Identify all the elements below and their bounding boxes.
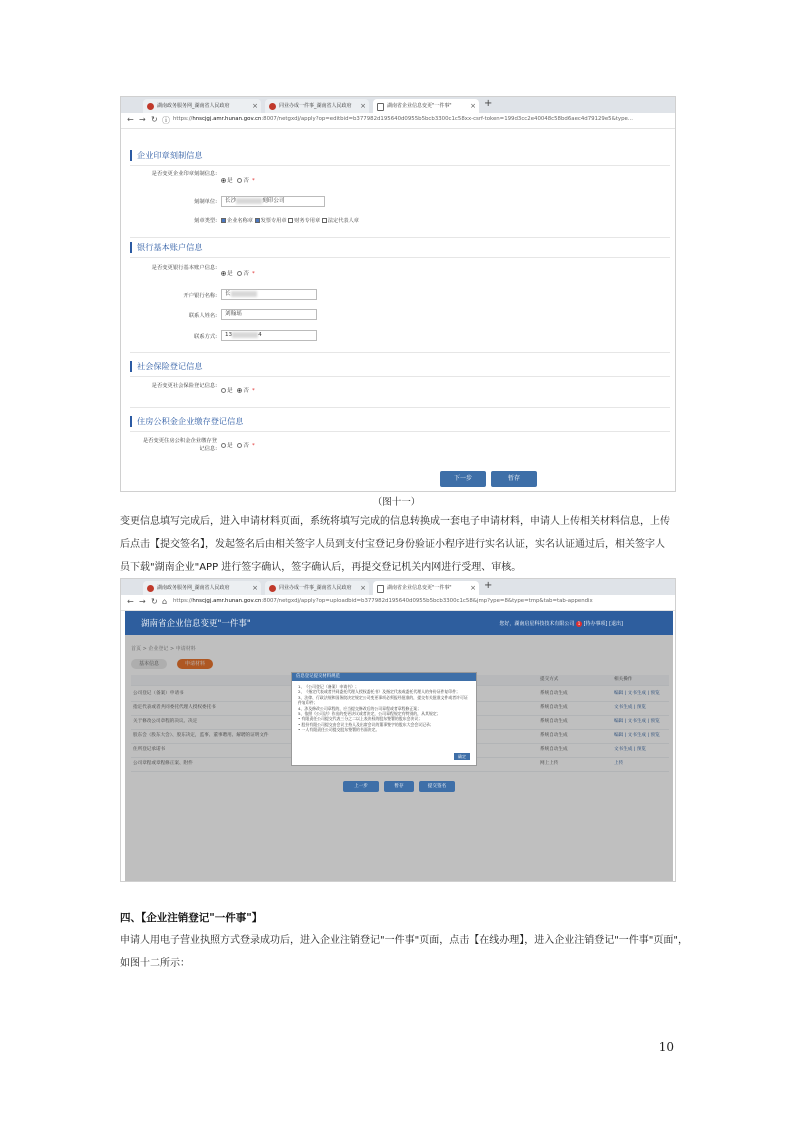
- input-value: 刻印公司: [262, 198, 285, 204]
- forward-icon[interactable]: →: [139, 115, 146, 124]
- field-label: 联系方式:: [194, 334, 217, 340]
- material-name: 指定代表或者共同委托代理人授权委托书: [133, 705, 216, 710]
- tab-label: 同业办成一件事_湖南省人民政府: [279, 585, 352, 591]
- forward-icon[interactable]: →: [139, 597, 146, 606]
- url-field[interactable]: https://hnscjgj.amr.hunan.gov.cn:8007/netgxdj/apply?op=uploadbid=b377982d195640d0955b5bcb3300c1c58&jmp?ype=8&type=tmp&tab=tab-appendix: [173, 598, 593, 604]
- dialog-line: 1、《公司登记（备案）申请书》；: [298, 684, 359, 689]
- divider: [130, 237, 670, 238]
- close-icon[interactable]: ×: [252, 102, 258, 110]
- field-label: 联系人姓名:: [188, 313, 217, 319]
- divider: [130, 407, 670, 408]
- step-basic-info[interactable]: 基本信息: [131, 659, 167, 669]
- field-label: 刻章类型:: [194, 218, 217, 224]
- document-icon: [377, 103, 384, 111]
- browser-tab[interactable]: [143, 581, 261, 595]
- contact-name-input[interactable]: [221, 309, 317, 320]
- site-favicon-icon: [147, 103, 154, 110]
- save-draft-button[interactable]: 暂存: [384, 781, 414, 792]
- dialog-line: 3、法律、行政法规和国务院决定规定公司变更事项必须报经批准的，提交有关批准文件或者许可证件复印件；: [298, 694, 468, 706]
- field-label: 是否变更社会保险登记信息:: [151, 383, 217, 389]
- section-title-seal: 企业印章刻制信息: [137, 150, 203, 160]
- tab-label: 湖南政务服务网_湖南省人民政府: [157, 103, 230, 109]
- material-name: 关于修改公司章程的决议、决定: [133, 719, 198, 724]
- info-icon[interactable]: ⓘ: [162, 116, 170, 125]
- text-line: 申请人用电子营业执照方式登录成功后，进入企业注销登记"一件事"页面，点击【在线办理】，进入企业注销登记"一件事"页面"，: [120, 935, 688, 946]
- material-name: 公司登记（备案）申请书: [133, 691, 184, 696]
- close-icon[interactable]: ×: [360, 102, 366, 110]
- text-line: 后点击【提交签名】，发起签名后由相关签字人员到支付宝登记身份验证小程序进行实名认证，实名认证通过后，相关签字人: [120, 539, 665, 550]
- radio-yes[interactable]: [221, 271, 226, 276]
- back-icon[interactable]: ←: [127, 597, 134, 606]
- dialog-body: [292, 681, 476, 733]
- section-marker: [130, 150, 132, 161]
- browser-tab-active[interactable]: [373, 581, 479, 595]
- dialog-ok-button[interactable]: 确定: [454, 753, 470, 760]
- radio-no[interactable]: [237, 271, 242, 276]
- browser-tab-bar: [121, 579, 675, 595]
- submit-signature-button[interactable]: 提交签名: [419, 781, 455, 792]
- checkbox[interactable]: [322, 218, 327, 223]
- checkbox[interactable]: [221, 218, 226, 223]
- save-draft-button[interactable]: 暂存: [491, 471, 537, 487]
- browser-tab[interactable]: [143, 99, 261, 113]
- checkbox-label: 法定代表人章: [327, 218, 359, 224]
- checkbox-label: 财务专用章: [294, 218, 321, 224]
- section-title-bank: 银行基本账户信息: [137, 242, 203, 252]
- row-actions[interactable]: 编辑 | 文书生成 | 预览: [614, 719, 660, 724]
- field-label: 是否变更企业印章刻制信息:: [151, 171, 217, 177]
- bank-change-radio-group: [221, 269, 255, 277]
- todo-link[interactable]: [待办事项]: [583, 621, 608, 627]
- row-actions[interactable]: 文书生成 | 预览: [614, 747, 647, 752]
- divider: [130, 257, 670, 258]
- phone-input[interactable]: [221, 330, 317, 341]
- site-header: [125, 611, 673, 635]
- address-bar: [121, 113, 675, 129]
- radio-no[interactable]: [237, 388, 242, 393]
- divider: [130, 431, 670, 432]
- browser-tab[interactable]: [265, 581, 369, 595]
- radio-label: 否: [243, 443, 249, 449]
- browser-tab[interactable]: [265, 99, 369, 113]
- close-icon[interactable]: ×: [252, 584, 258, 592]
- row-actions[interactable]: 编辑 | 文书生成 | 预览: [614, 733, 660, 738]
- submit-method: 系统自动生成: [540, 733, 568, 738]
- radio-yes[interactable]: [221, 178, 226, 183]
- radio-label: 否: [243, 388, 249, 394]
- section-marker: [130, 361, 132, 372]
- site-favicon-icon: [147, 585, 154, 592]
- logout-link[interactable]: [退出]: [609, 621, 623, 627]
- redacted-text: [232, 332, 258, 338]
- checkbox[interactable]: [288, 218, 293, 223]
- submit-method: 系统自动生成: [540, 691, 568, 696]
- dialog-line: 2、《指定代表或者共同委托代理人授权委托书》及指定代表或委托代理人的身份证件复印件；: [298, 689, 460, 695]
- section-title-social: 社会保险登记信息: [137, 361, 203, 371]
- input-value: 长沙: [225, 198, 237, 204]
- checkbox[interactable]: [255, 218, 260, 223]
- dialog-line: • 有限责任公司提交代表三分之二以上表决权的股东签署的股东会决议；: [298, 716, 423, 722]
- tab-label: 湖南省企业信息变更"一件事": [387, 103, 452, 109]
- redacted-text: [231, 291, 257, 297]
- close-icon[interactable]: ×: [360, 584, 366, 592]
- redacted-text: [236, 198, 262, 204]
- url-field[interactable]: https://hnscjgj.amr.hunan.gov.cn:8007/netgxdj/apply?op=editbid=b377982d195640d0955b5bcb3300c1c58xx-csrf-token=199d3cc2e40048c58bd6aec4d79129e5&type...: [173, 116, 633, 122]
- input-value: 4: [258, 332, 262, 338]
- submit-method: 网上上传: [540, 761, 559, 766]
- column-header: 提交方式: [540, 677, 559, 682]
- checkbox-label: 企业名称章: [227, 218, 253, 224]
- fund-change-radio-group: [221, 441, 255, 449]
- dialog-line: 4、涉及修改公司章程的，应当提交修改后的公司章程或者章程修正案；: [298, 705, 422, 711]
- input-value: 长: [225, 291, 231, 297]
- site-title: 湖南省企业信息变更"一件事": [141, 619, 251, 629]
- browser-tab-bar: [121, 97, 675, 113]
- radio-label: 否: [243, 271, 249, 277]
- section-heading: 四、【企业注销登记"一件事"】: [120, 912, 263, 924]
- site-favicon-icon: [269, 585, 276, 592]
- section-marker: [130, 416, 132, 427]
- field-label: 是否变更住房公积金企业缴存登记信息:: [142, 438, 217, 452]
- dialog-line: • 股份有限公司提交由会议主持人及出席会议的董事签字的股东大会会议记录；: [298, 721, 434, 727]
- field-label: 刻制单位:: [194, 199, 217, 205]
- section-marker: [130, 242, 132, 253]
- notification-badge: 1: [577, 621, 581, 626]
- new-tab-icon[interactable]: +: [484, 98, 493, 109]
- materials-screenshot: [120, 578, 676, 882]
- row-actions[interactable]: 编辑 | 文书生成 | 预览: [614, 691, 660, 696]
- radio-label: 是: [227, 388, 233, 394]
- tab-label: 湖南政务服务网_湖南省人民政府: [157, 585, 230, 591]
- body-paragraph: [120, 929, 688, 975]
- seal-unit-input[interactable]: [221, 196, 325, 207]
- radio-yes[interactable]: [221, 388, 226, 393]
- user-name: 您好，湖南启星科技技术有限公司: [499, 621, 575, 627]
- social-change-radio-group: [221, 386, 255, 394]
- dialog-title: 信息登记提交材料规范: [292, 673, 476, 681]
- input-value: 13: [225, 332, 233, 338]
- material-name: 股东会（股东大会）、股东决定，监事、董事聘用、解聘的证明文件: [133, 733, 269, 738]
- home-icon[interactable]: ⌂: [162, 597, 168, 606]
- address-bar: [121, 595, 675, 611]
- back-icon[interactable]: ←: [127, 115, 134, 124]
- required-mark: *: [252, 388, 255, 394]
- text-line: 员下载"湖南企业"APP 进行签字确认，签字确认后，再提交登记机关内网进行受理、审核。: [120, 562, 522, 573]
- material-name: 公司章程或章程修正案、附件: [133, 761, 193, 766]
- input-value: 刘翰瑶: [225, 311, 242, 317]
- step-materials[interactable]: 申请材料: [177, 659, 213, 669]
- figure-caption: （图十一）: [372, 497, 421, 508]
- submit-method: 系统自动生成: [540, 719, 568, 724]
- divider: [130, 376, 670, 377]
- required-mark: *: [252, 178, 255, 184]
- row-actions[interactable]: 上传: [614, 761, 624, 766]
- user-info: [499, 620, 623, 627]
- site-favicon-icon: [269, 103, 276, 110]
- browser-tab-active[interactable]: [373, 99, 479, 113]
- material-name: 住所登记承诺书: [133, 747, 166, 752]
- field-label: 是否变更银行基本账户信息:: [151, 265, 217, 271]
- body-paragraph: [120, 510, 676, 579]
- checkbox-label: 发票专用章: [260, 218, 287, 224]
- radio-no[interactable]: [237, 178, 242, 183]
- dialog-line: 5、依照《公司法》作出的变更决议或者决定，公司章程规定有特别的，从其规定；: [298, 711, 441, 717]
- next-step-button[interactable]: 下一步: [440, 471, 486, 487]
- text-line: 如图十二所示：: [120, 958, 190, 969]
- reload-icon[interactable]: ↻: [151, 115, 158, 124]
- tab-label: 湖南省企业信息变更"一件事": [387, 585, 452, 591]
- section-title-fund: 住房公积金企业缴存登记信息: [137, 416, 244, 426]
- row-actions[interactable]: 文书生成 | 预览: [614, 705, 647, 710]
- text-line: 变更信息填写完成后，进入申请材料页面，系统将填写完成的信息转换成一套电子申请材料，申请人上传相关材料信息，上传: [120, 516, 670, 527]
- column-header: 相关操作: [614, 677, 633, 682]
- page-number: 10: [658, 1040, 674, 1054]
- bank-name-input[interactable]: [221, 289, 317, 300]
- radio-label: 是: [227, 178, 233, 184]
- divider: [130, 352, 670, 353]
- close-icon[interactable]: ×: [470, 102, 476, 110]
- document-icon: [377, 585, 384, 593]
- materials-spec-dialog: [291, 672, 477, 766]
- prev-step-button[interactable]: 上一步: [343, 781, 379, 792]
- form-screenshot: [120, 96, 676, 492]
- submit-method: 系统自动生成: [540, 747, 568, 752]
- dialog-line: • 一人有限责任公司提交股东签署的书面决定。: [298, 727, 380, 733]
- submit-method: 系统自动生成: [540, 705, 568, 710]
- radio-yes[interactable]: [221, 443, 226, 448]
- reload-icon[interactable]: ↻: [151, 597, 158, 606]
- seal-change-radio-group: [221, 176, 255, 184]
- required-mark: *: [252, 443, 255, 449]
- radio-label: 否: [243, 178, 249, 184]
- radio-label: 是: [227, 271, 233, 277]
- tab-label: 同业办成一件事_湖南省人民政府: [279, 103, 352, 109]
- radio-label: 是: [227, 443, 233, 449]
- breadcrumb: 首页 > 企业登记 > 申请材料: [131, 646, 196, 652]
- radio-no[interactable]: [237, 443, 242, 448]
- required-mark: *: [252, 271, 255, 277]
- field-label: 开户银行名称:: [183, 293, 217, 299]
- close-icon[interactable]: ×: [470, 584, 476, 592]
- seal-type-checkboxes: [221, 217, 359, 224]
- divider: [130, 165, 670, 166]
- new-tab-icon[interactable]: +: [484, 580, 493, 591]
